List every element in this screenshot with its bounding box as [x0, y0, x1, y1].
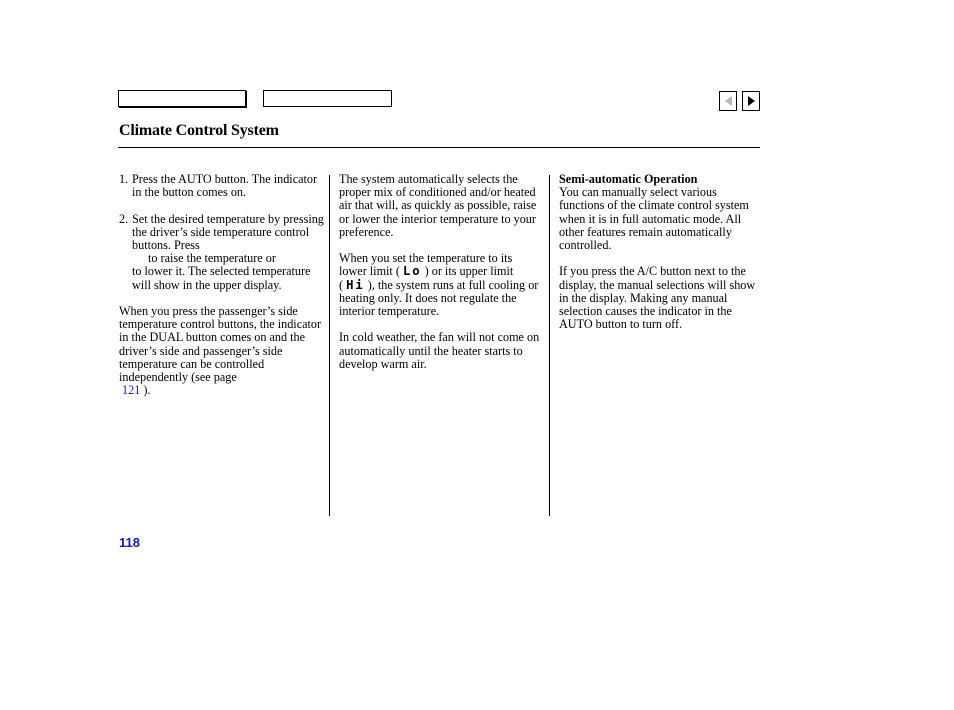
semi-auto-paragraph-1: You can manually select various functions of the climate control system when it is in full automatic mode. All other features remain automatically controlled.	[559, 185, 749, 253]
semi-auto-heading: Semi-automatic Operation	[559, 172, 698, 186]
column-right	[559, 173, 763, 331]
index-button[interactable]	[263, 90, 392, 107]
previous-page-button[interactable]	[719, 91, 737, 111]
limit-text-b: ) or its upper limit (	[339, 264, 514, 292]
dual-paragraph	[119, 305, 324, 397]
step-2-text-b: to raise the temperature or	[148, 251, 276, 266]
step-2-text-c: to lower it. The selected temperature will show in the upper display.	[132, 264, 311, 292]
column-left	[119, 173, 324, 397]
step-1	[119, 173, 324, 199]
step-2-text-a: Set the desired temperature by pressing the driver’s side temperature control buttons. Press	[132, 211, 324, 252]
semi-auto-paragraph-2: If you press the A/C button next to the display, the manual selections will show in the display. Making any manual selection causes the indicator in the AUTO button to turn off.	[559, 264, 756, 332]
step-1-number: 1.	[119, 172, 129, 186]
lo-display-glyph: Lo	[402, 264, 422, 279]
column-middle	[339, 173, 543, 371]
limit-paragraph	[339, 252, 543, 318]
page-title: Climate Control System	[119, 122, 279, 139]
column-divider-1	[329, 175, 330, 516]
step-2	[119, 213, 324, 292]
left-arrow-icon	[725, 96, 732, 106]
hi-display-glyph: Hi	[346, 277, 365, 292]
page-link-121[interactable]: 121	[122, 383, 141, 398]
limit-text-a: When you set the temperature to its lower limit (	[339, 251, 513, 279]
auto-mix-paragraph: The system automatically selects the proper mix of conditioned and/or heated air that will, as quickly as possible, raise or lower the interior temperature to your preference.	[339, 172, 537, 239]
table-of-contents-button[interactable]	[118, 90, 246, 107]
title-divider	[118, 147, 760, 148]
limit-text-c: ), the system runs at full cooling or heating only. It does not regulate the interior temperature.	[339, 277, 539, 319]
dual-end: ).	[143, 383, 151, 398]
right-arrow-icon	[748, 96, 755, 106]
cold-weather-paragraph: In cold weather, the fan will not come on automatically until the heater starts to develop warm air.	[339, 330, 540, 371]
dual-text: When you press the passenger’s side temperature control buttons, the indicator in the DUAL button comes on and the driver’s side and passenger’s side temperature can be controlled independently (see page	[119, 304, 322, 385]
page-number: 118	[119, 535, 140, 550]
next-page-button[interactable]	[742, 91, 760, 111]
column-divider-2	[549, 175, 550, 516]
step-2-number: 2.	[119, 211, 129, 226]
step-1-text: Press the AUTO button. The indicator in the button comes on.	[132, 172, 318, 200]
